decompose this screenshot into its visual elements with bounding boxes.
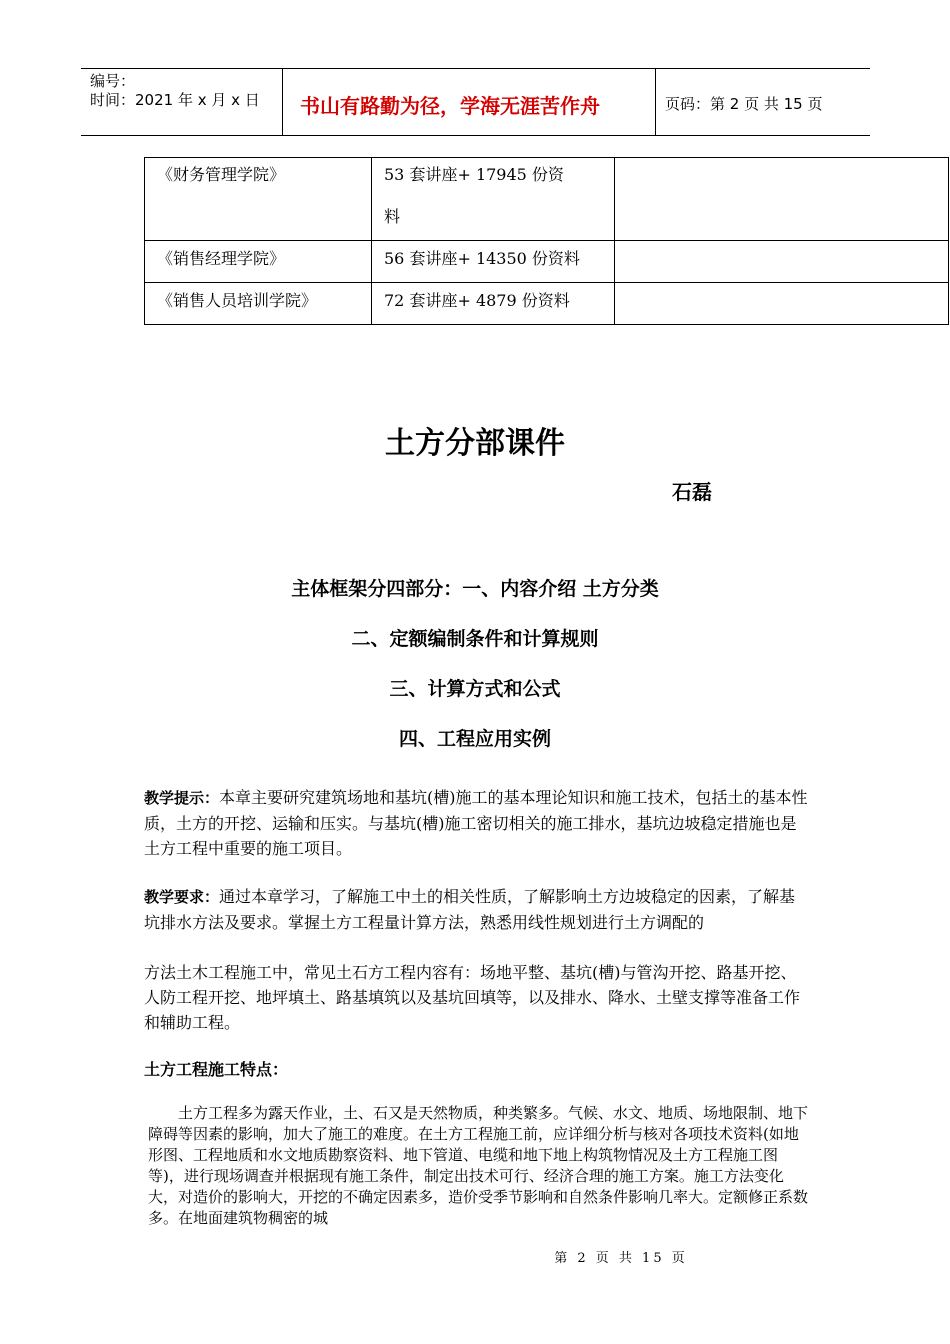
table-cell-extra xyxy=(615,283,949,325)
table-cell-name: 《销售经理学院》 xyxy=(145,241,372,283)
table-cell-content-line: 53 套讲座+ 17945 份资 xyxy=(384,165,564,184)
table-cell-extra xyxy=(615,241,949,283)
framework-line: 三、计算方式和公式 xyxy=(389,678,561,700)
header-page-code: 页码：第 2 页 共 15 页 xyxy=(665,95,823,113)
document-author: 石磊 xyxy=(672,480,712,504)
framework-line: 四、工程应用实例 xyxy=(398,728,551,750)
teaching-req-paragraph xyxy=(144,884,810,935)
table-cell-content: 72 套讲座+ 4879 份资料 xyxy=(372,283,615,325)
header-time-label: 时间：2021 年 x 月 x 日 xyxy=(90,91,260,109)
table-row xyxy=(145,283,949,325)
table-cell-name: 《销售人员培训学院》 xyxy=(145,283,372,325)
resource-table xyxy=(144,157,949,325)
table-cell-content: 56 套讲座+ 14350 份资料 xyxy=(372,241,615,283)
header-divider-left xyxy=(282,68,283,135)
header-top-rule xyxy=(81,68,870,69)
body-paragraph: 土方工程多为露天作业，土、石又是天然物质，种类繁多。气候、水文、地质、场地限制、地下障碍等因素的影响，加大了施工的难度。在土方工程施工前，应详细分析与核对各项技术资料(如地形图、工程地质和水文地质勘察资料、地下管道、电缆和地下地上构筑物情况及土方工程施工图等)，进行现场调查并根据现有施工条件，制定出技术可行、经济合理的施工方案。施工方法变化大，对造价的影响大，开挖的不确定因素多，造价受季节影响和自然条件影响几率大。定额修正系数多。在地面建筑物稠密的城 xyxy=(148,1104,809,1227)
document-title: 土方分部课件 xyxy=(385,426,565,461)
teaching-hint-text: 本章主要研究建筑场地和基坑(槽)施工的基本理论知识和施工技术，包括土的基本性质，土方的开挖、运输和压实。与基坑(槽)施工密切相关的施工排水，基坑边坡稳定措施也是土方工程中重要的施工项目。 xyxy=(144,788,808,858)
teaching-hint-label: 教学提示： xyxy=(144,789,220,807)
table-cell-extra xyxy=(615,158,949,241)
teaching-req-continuation: 方法土木工程施工中，常见土石方工程内容有：场地平整、基坑(槽)与管沟开挖、路基开挖、人防工程开挖、地坪填土、路基填筑以及基坑回填等，以及排水、降水、土壁支撑等准备工作和辅助工程。 xyxy=(144,963,801,1032)
header-bottom-rule xyxy=(81,135,870,136)
table-row xyxy=(145,241,949,283)
table-cell-content xyxy=(372,158,615,241)
page-footer: 第 2 页 共 15 页 xyxy=(554,1251,688,1266)
framework-line: 主体框架分四部分：一、内容介绍 土方分类 xyxy=(291,578,659,600)
framework-line: 二、定额编制条件和计算规则 xyxy=(351,628,599,650)
teaching-req-text: 通过本章学习，了解施工中土的相关性质，了解影响土方边坡稳定的因素，了解基坑排水方法及要求。掌握土方工程量计算方法，熟悉用线性规划进行土方调配的 xyxy=(144,887,796,932)
teaching-hint-paragraph xyxy=(144,785,810,861)
table-cell-content-line: 料 xyxy=(384,207,401,226)
table-cell-name: 《财务管理学院》 xyxy=(145,158,372,241)
header-number-label: 编号： xyxy=(90,72,136,90)
section-title: 土方工程施工特点： xyxy=(144,1060,289,1079)
header-divider-right xyxy=(655,68,656,135)
header-motto: 书山有路勤为径，学海无涯苦作舟 xyxy=(300,94,600,118)
teaching-req-label: 教学要求： xyxy=(144,888,220,906)
table-row xyxy=(145,158,949,241)
